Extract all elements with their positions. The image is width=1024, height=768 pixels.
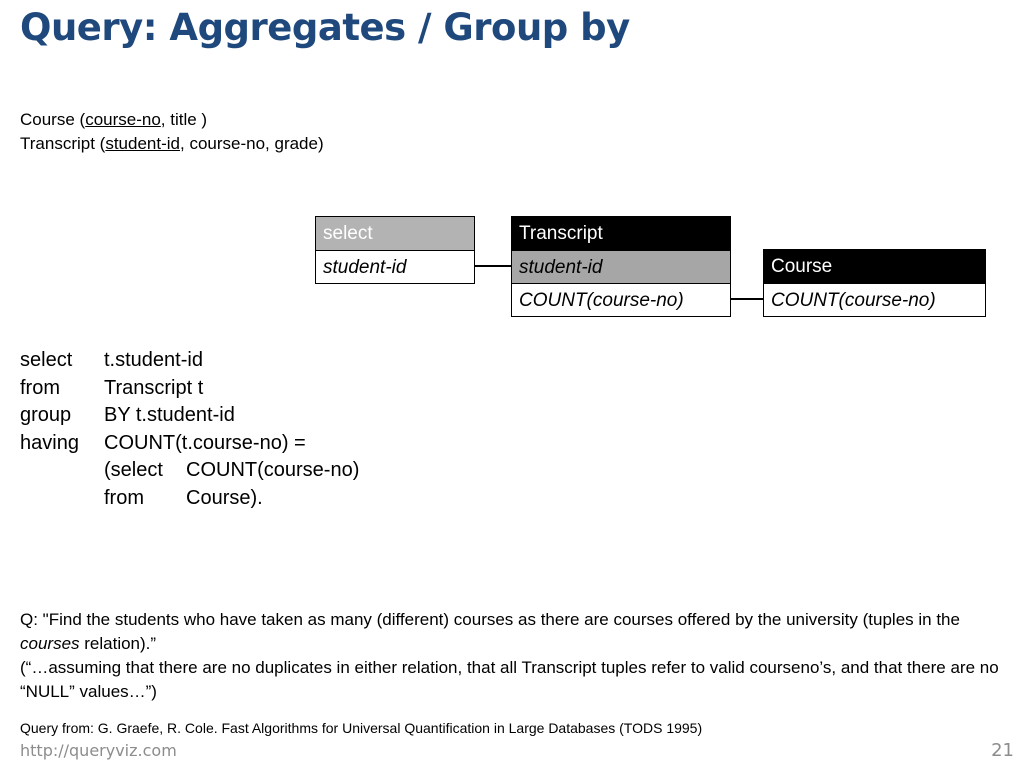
select-box-header: select [316,217,474,250]
course-box-row-count: COUNT(course-no) [764,283,985,316]
transcript-key: student-id [105,134,180,153]
transcript-box-row-count: COUNT(course-no) [512,283,730,316]
transcript-box-header: Transcript [512,217,730,250]
course-key: course-no [85,110,161,129]
question-main: Q: "Find the students who have taken as many (different) courses as there are courses offered by the university (tuples in the courses relation).” [20,610,960,653]
transcript-box-row-student: student-id [512,250,730,283]
schema-definitions [20,108,324,156]
schema-transcript: Transcript (student-id, course-no, grade) [20,134,324,153]
footer-url[interactable]: http://queryviz.com [20,741,177,760]
question-text [20,608,1010,704]
select-box [315,216,475,284]
slide-title: Query: Aggregates / Group by [20,6,630,49]
transcript-box [511,216,731,317]
connector-select-transcript [475,265,511,267]
page-number: 21 [991,740,1014,761]
reference-citation: Query from: G. Graefe, R. Cole. Fast Algorithms for Universal Quantification in Large Databases (TODS 1995) [20,720,703,736]
schema-course: Course (course-no, title ) [20,110,208,129]
course-box [763,249,986,317]
question-note: (“…assuming that there are no duplicates in either relation, that all Transcript tuples refer to valid courseno’s, and that there are no “NULL” values…”) [20,658,999,701]
select-box-row: student-id [316,250,474,283]
connector-transcript-course [731,298,763,300]
course-box-header: Course [764,250,985,283]
